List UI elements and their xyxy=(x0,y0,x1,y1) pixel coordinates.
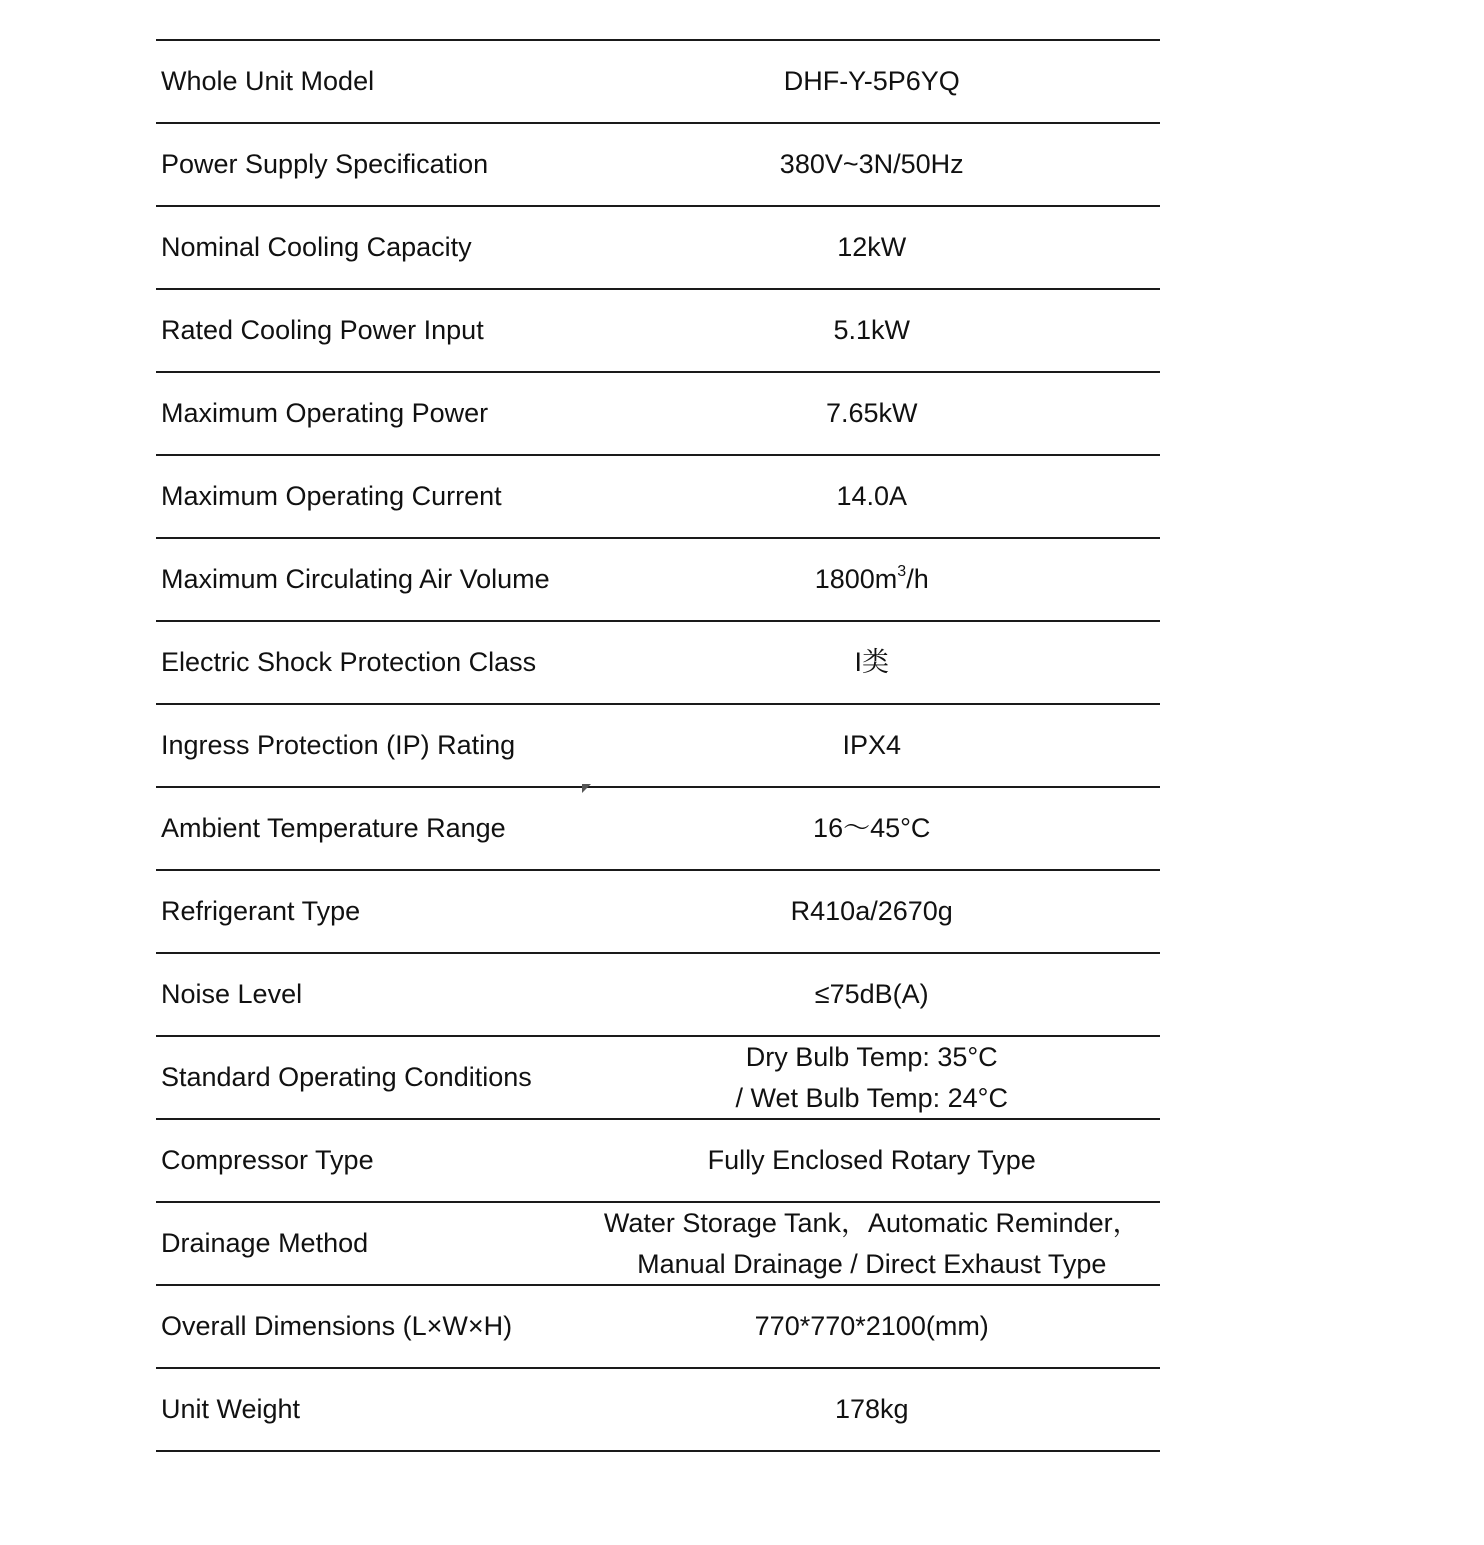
spec-row-power-supply xyxy=(156,124,1160,207)
spec-value-line: 14.0A xyxy=(836,481,908,511)
spec-row-unit-weight xyxy=(156,1369,1160,1452)
spec-value xyxy=(583,1203,1160,1285)
spec-value-line: R410a/2670g xyxy=(790,896,953,926)
spec-label: Unit Weight xyxy=(161,1394,301,1425)
spec-value-line: Dry Bulb Temp: 35°C xyxy=(745,1041,998,1072)
spec-label: Refrigerant Type xyxy=(161,896,361,927)
spec-value xyxy=(583,476,1160,517)
spec-row-nominal-cooling-capacity xyxy=(156,207,1160,290)
spec-label: Nominal Cooling Capacity xyxy=(161,232,472,263)
spec-row-standard-conditions xyxy=(156,1037,1160,1120)
spec-label: Noise Level xyxy=(161,979,303,1010)
spec-value-line: ≤75dB(A) xyxy=(814,979,929,1009)
spec-value xyxy=(583,559,1160,600)
spec-row-max-operating-current xyxy=(156,456,1160,539)
spec-value-line: IPX4 xyxy=(842,730,901,760)
spec-value xyxy=(583,1037,1160,1119)
spec-value xyxy=(583,310,1160,351)
spec-label: Maximum Operating Current xyxy=(161,481,502,512)
spec-row-ip-rating xyxy=(156,705,1160,788)
spec-row-compressor-type xyxy=(156,1120,1160,1203)
spec-label: Standard Operating Conditions xyxy=(161,1062,532,1093)
spec-value xyxy=(583,144,1160,185)
spec-label: Drainage Method xyxy=(161,1228,369,1259)
spec-label: Maximum Circulating Air Volume xyxy=(161,564,550,595)
spec-row-max-air-volume xyxy=(156,539,1160,622)
spec-label: Compressor Type xyxy=(161,1145,374,1176)
spec-value-line: 16～45°C xyxy=(813,813,931,843)
cubic-superscript: 3 xyxy=(897,563,907,580)
spec-row-rated-cooling-power xyxy=(156,290,1160,373)
spec-row-drainage-method xyxy=(156,1203,1160,1286)
spec-label: Ambient Temperature Range xyxy=(161,813,506,844)
spec-value xyxy=(583,642,1160,683)
spec-value xyxy=(583,725,1160,766)
spec-value xyxy=(583,974,1160,1015)
air-volume-number: 1800m xyxy=(814,564,898,594)
spec-value-line: 12kW xyxy=(837,232,907,262)
spec-value-line: 380V~3N/50Hz xyxy=(779,149,964,179)
spec-row-ambient-temperature xyxy=(156,788,1160,871)
spec-value-line: / Wet Bulb Temp: 24°C xyxy=(735,1082,1008,1113)
spec-value-line: 770*770*2100(mm) xyxy=(754,1311,989,1341)
spec-value xyxy=(583,1306,1160,1347)
spec-row-overall-dimensions xyxy=(156,1286,1160,1369)
spec-label: Overall Dimensions (L×W×H) xyxy=(161,1311,513,1342)
spec-value-line: 178kg xyxy=(834,1394,909,1424)
spec-value xyxy=(583,393,1160,434)
spec-label: Maximum Operating Power xyxy=(161,398,489,429)
spec-table xyxy=(156,39,1160,1452)
spec-value-line: Fully Enclosed Rotary Type xyxy=(707,1145,1036,1175)
spec-value-line: Water Storage Tank，Automatic Reminder， xyxy=(603,1207,1140,1238)
spec-value-line: 7.65kW xyxy=(825,398,918,428)
spec-row-max-operating-power xyxy=(156,373,1160,456)
spec-row-whole-unit-model xyxy=(156,41,1160,124)
spec-label: Rated Cooling Power Input xyxy=(161,315,484,346)
spec-value xyxy=(583,808,1160,849)
spec-value-line: Manual Drainage / Direct Exhaust Type xyxy=(637,1248,1107,1279)
spec-value-line xyxy=(583,559,1160,600)
spec-value xyxy=(583,61,1160,102)
spec-value xyxy=(583,891,1160,932)
spec-label: Power Supply Specification xyxy=(161,149,489,180)
stray-mark xyxy=(582,784,591,793)
spec-value xyxy=(583,1140,1160,1181)
spec-row-shock-protection-class xyxy=(156,622,1160,705)
air-volume-unit: /h xyxy=(906,564,929,594)
spec-label: Ingress Protection (IP) Rating xyxy=(161,730,516,761)
spec-value xyxy=(583,1389,1160,1430)
spec-value-line: I类 xyxy=(854,647,889,677)
spec-value-line: 5.1kW xyxy=(833,315,910,345)
spec-value-line: DHF-Y-5P6YQ xyxy=(783,66,960,96)
spec-label: Whole Unit Model xyxy=(161,66,375,97)
spec-label: Electric Shock Protection Class xyxy=(161,647,537,678)
spec-value xyxy=(583,227,1160,268)
spec-row-noise-level xyxy=(156,954,1160,1037)
spec-row-refrigerant-type xyxy=(156,871,1160,954)
